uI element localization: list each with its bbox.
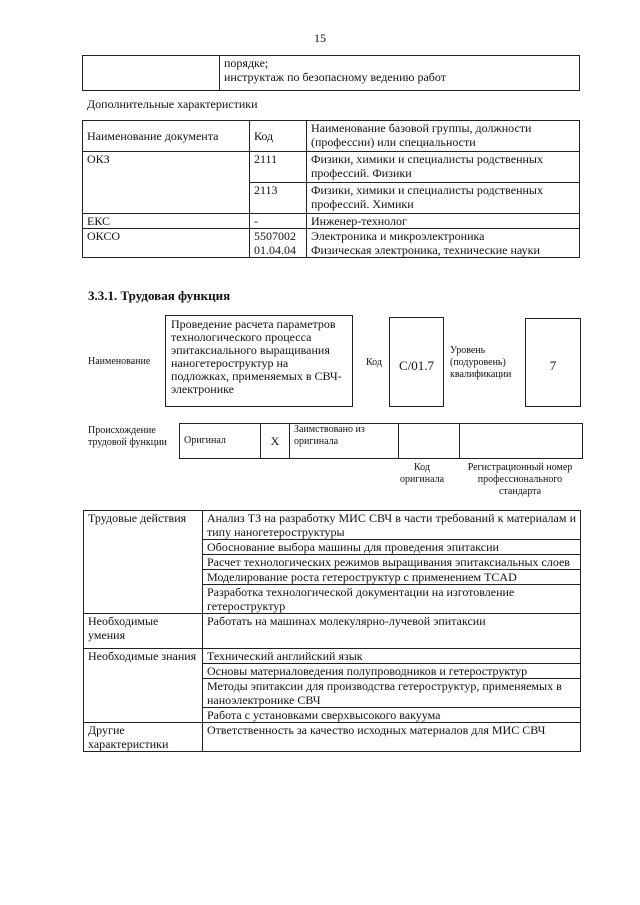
code-label: Код bbox=[366, 357, 382, 368]
other-item: Ответственность за качество исходных материалов для МИС СВЧ bbox=[203, 723, 581, 752]
table-row bbox=[84, 614, 581, 649]
actions-label: Трудовые действия bbox=[84, 511, 203, 614]
labor-function-details-table bbox=[83, 510, 581, 752]
row-name-line-1: Электроника и микроэлектроника bbox=[311, 229, 485, 243]
knowledge-item: Работа с установками сверхвысокого вакуума bbox=[203, 708, 581, 723]
action-item: Анализ ТЗ на разработку МИС СВЧ в части требований к материалам и типу наногетероструктуры bbox=[203, 511, 581, 540]
row-name bbox=[307, 229, 580, 258]
borrowed-label: Заимствовано из оригинала bbox=[290, 424, 399, 459]
origin-label: Происхождение трудовой функции bbox=[88, 425, 167, 448]
row-code: 2113 bbox=[250, 183, 307, 214]
continuation-table bbox=[82, 55, 580, 91]
origin-table bbox=[179, 423, 583, 459]
action-item: Разработка технологической документации на изготовление гетероструктур bbox=[203, 585, 581, 614]
row-doc: ЕКС bbox=[83, 214, 250, 229]
action-item: Расчет технологических режимов выращивания эпитаксиальных слоев bbox=[203, 555, 581, 570]
row-code bbox=[250, 229, 307, 258]
knowledge-label: Необходимые знания bbox=[84, 649, 203, 723]
table-row bbox=[84, 649, 581, 664]
level-box bbox=[525, 318, 581, 407]
function-name-box bbox=[165, 315, 353, 407]
continuation-empty-cell bbox=[83, 56, 220, 91]
header-code: Код bbox=[250, 121, 307, 152]
knowledge-item: Технический английский язык bbox=[203, 649, 581, 664]
name-label: Наименование bbox=[88, 356, 151, 367]
header-name: Наименование базовой группы, должности (профессии) или специальности bbox=[307, 121, 580, 152]
level-label: Уровень (подуровень) квалификации bbox=[450, 345, 512, 380]
skills-label: Необходимые умения bbox=[84, 614, 203, 649]
row-name: Физики, химики и специалисты родственных профессий. Химики bbox=[307, 183, 580, 214]
continuation-text-cell bbox=[220, 56, 580, 91]
function-title: 3.3.1. Трудовая функция bbox=[88, 288, 231, 303]
row-name-line-2: Физическая электроника, технические науки bbox=[311, 243, 540, 257]
continuation-line-1: порядке; bbox=[224, 56, 269, 70]
row-code: - bbox=[250, 214, 307, 229]
table-row bbox=[84, 723, 581, 752]
row-code: 2111 bbox=[250, 152, 307, 183]
function-code-box bbox=[389, 317, 444, 407]
row-doc: ОКЗ bbox=[83, 152, 250, 214]
header-doc: Наименование документа bbox=[83, 121, 250, 152]
row-doc: ОКСО bbox=[83, 229, 250, 258]
reg-number-cell bbox=[460, 424, 583, 459]
row-code-line-1: 5507002 bbox=[254, 229, 296, 243]
reg-number-label: Регистрационный номер профессионального стандарта bbox=[467, 462, 573, 497]
additional-characteristics-title: Дополнительные характеристики bbox=[87, 97, 258, 111]
skill-item: Работать на машинах молекулярно-лучевой эпитаксии bbox=[203, 614, 581, 649]
knowledge-item: Методы эпитаксии для производства гетероструктур, применяемых в наноэлектронике СВЧ bbox=[203, 679, 581, 708]
continuation-line-2: инструктаж по безопасному ведению работ bbox=[224, 70, 446, 84]
function-name-value: Проведение расчета параметров технологического процесса эпитаксиального выращивания наногетероструктур на подложках, применяемых в СВЧ-электронике bbox=[171, 317, 342, 396]
row-name: Инженер-технолог bbox=[307, 214, 580, 229]
action-item: Обоснование выбора машины для проведения эпитаксии bbox=[203, 540, 581, 555]
code-original-label: Код оригинала bbox=[399, 462, 445, 485]
additional-characteristics-table bbox=[82, 120, 580, 258]
table-row bbox=[84, 511, 581, 540]
row-code-line-2: 01.04.04 bbox=[254, 243, 296, 257]
action-item: Моделирование роста гетероструктур с применением TCAD bbox=[203, 570, 581, 585]
level-value: 7 bbox=[549, 358, 557, 373]
table-row bbox=[83, 229, 580, 258]
page-number: 15 bbox=[314, 31, 326, 45]
code-original-cell bbox=[399, 424, 460, 459]
original-label: Оригинал bbox=[180, 424, 261, 459]
other-label: Другие характеристики bbox=[84, 723, 203, 752]
function-code-value: С/01.7 bbox=[398, 358, 435, 373]
table-header-row bbox=[83, 121, 580, 152]
table-row bbox=[83, 214, 580, 229]
knowledge-item: Основы материаловедения полупроводников и гетероструктур bbox=[203, 664, 581, 679]
table-row bbox=[83, 152, 580, 183]
original-mark: X bbox=[261, 424, 290, 459]
row-name: Физики, химики и специалисты родственных профессий. Физики bbox=[307, 152, 580, 183]
